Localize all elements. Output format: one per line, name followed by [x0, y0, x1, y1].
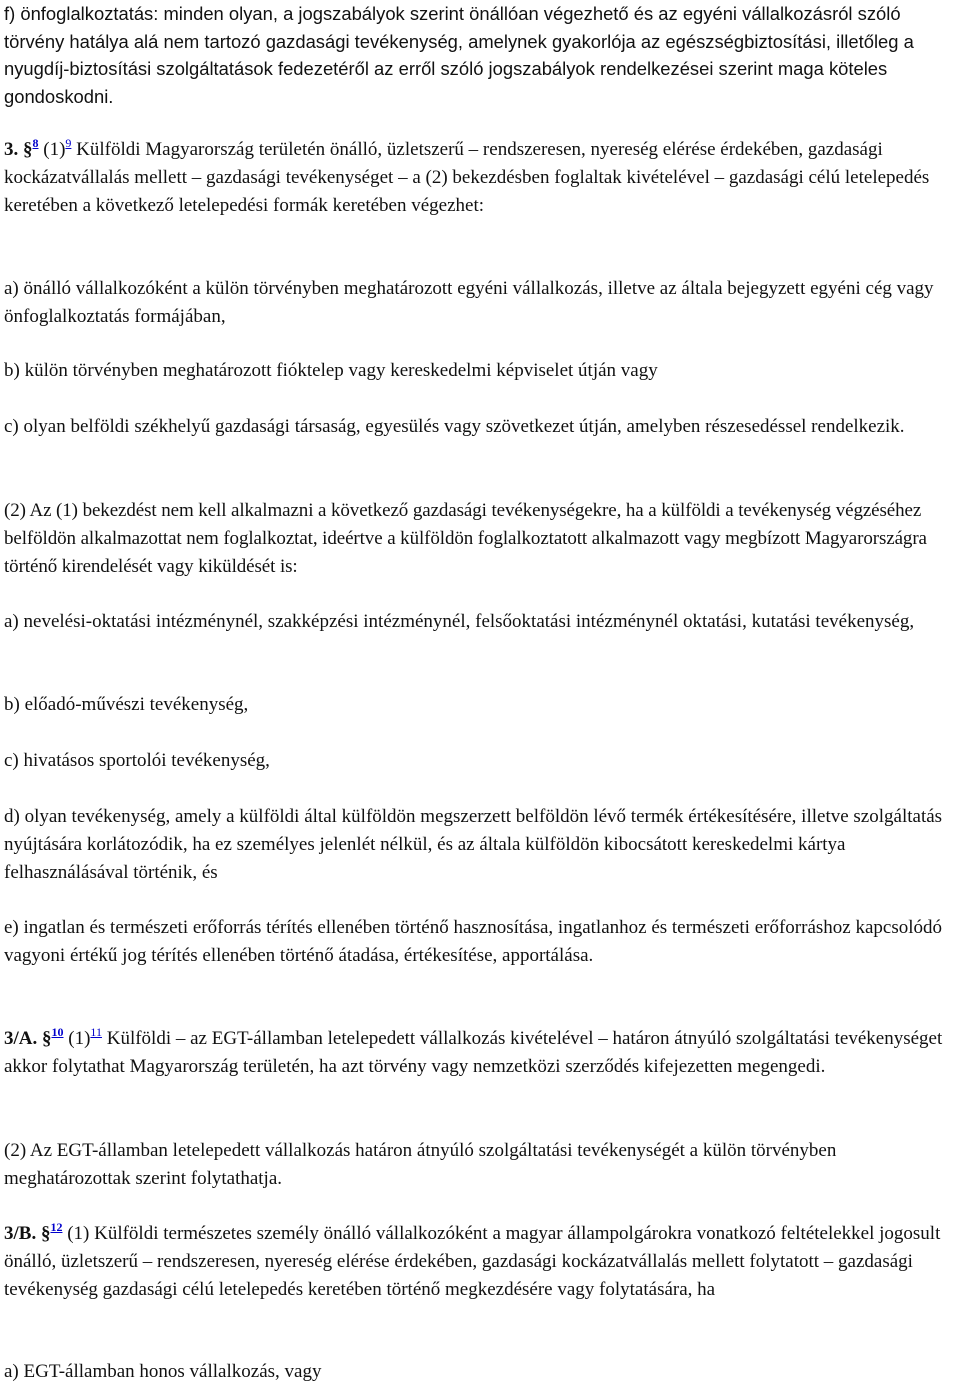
subsection-lead: (1): [43, 139, 66, 160]
section-text: Külföldi Magyarország területén önálló, üzletszerű – rendszeresen, nyereség elérése érdekében, gazdasági kockázatvállalás mellett – gazdasági tevékenységet – a (2) bekezdésben foglaltak kivételével – gazdasági célú letelepedés keretében a következő letelepedési formák keretében végezhet:: [4, 139, 930, 216]
section-3A-paragraph-2: (2) Az EGT-államban letelepedett vállalkozás határon átnyúló szolgáltatási tevékenységét a külön törvényben meghatározottak szerint folytathatja.: [4, 1140, 837, 1189]
footnote-link[interactable]: 9: [65, 136, 72, 150]
section-sign: §: [42, 1028, 52, 1049]
section-3-paragraph-2: (2) Az (1) bekezdést nem kell alkalmazni a következő gazdasági tevékenységekre, ha a külföldi a tevékenység végzéséhez belföldön alkalmazottat nem foglalkoztat, ideértve a külföldön foglalkoztatott alkalmazott vagy megbízott Magyarországra történő kirendelését vagy kiküldését is:: [4, 500, 927, 577]
section-3-2-point-a: a) nevelési-oktatási intézménynél, szakképzési intézménynél, felsőoktatási intézménynél oktatási, kutatási tevékenység,: [4, 611, 915, 632]
footnote-link[interactable]: 11: [90, 1025, 102, 1039]
section-text: (1) Külföldi természetes személy önálló vállalkozóként a magyar állampolgárokra vonatkozó feltételekkel jogosult önálló, üzletszerű – rendszeresen, nyereség elérése érdekében, gazdasági kockázatvállalás mellett folytatott – gazdasági tevékenység gazdasági célú letelepedés keretében történő megkezdésére vagy folytatására, ha: [4, 1223, 941, 1300]
subsection-lead: (1): [68, 1028, 91, 1049]
section-3-2-point-d: d) olyan tevékenység, amely a külföldi által külföldön megszerzett belföldön lévő termék értékesítésére, illetve szolgáltatás nyújtására korlátozódik, ha ez személyes jelenlét nélkül, és az általa külföldön kibocsátott kereskedelmi kártya felhasználásával történik, és: [4, 806, 943, 883]
section-text: Külföldi – az EGT-államban letelepedett vállalkozás kivételével – határon átnyúló szolgáltatási tevékenységet akkor folytathat Magyarország területén, ha azt törvény vagy nemzetközi szerződés kifejezetten megengedi.: [4, 1028, 943, 1077]
section-3-2-point-b: b) előadó-művészi tevékenység,: [4, 694, 249, 715]
section-number: 3.: [4, 139, 19, 160]
section-sign: §: [40, 1223, 51, 1244]
section-3A-paragraph-1: [4, 1025, 958, 1081]
section-number: 3/B.: [4, 1223, 37, 1244]
section-sign: §: [23, 139, 33, 160]
section-3-paragraph-1: [4, 136, 958, 219]
section-3B-paragraph-1: [4, 1220, 958, 1303]
footnote-link[interactable]: 8: [32, 136, 39, 150]
section-3-point-c: c) olyan belföldi székhelyű gazdasági társaság, egyesülés vagy szövetkezet útján, amelyben részesedéssel rendelkezik.: [4, 416, 905, 437]
section-number: 3/A.: [4, 1028, 38, 1049]
section-3-point-b: b) külön törvényben meghatározott fióktelep vagy kereskedelmi képviselet útján vagy: [4, 360, 658, 381]
paragraph-f: f) önfoglalkoztatás: minden olyan, a jogszabályok szerint önállóan végezhető és az egyéni vállalkozásról szóló törvény hatálya alá nem tartozó gazdasági tevékenység, amelynek gyakorlója az egészségbiztosítási, illetőleg a nyugdíj-biztosítási szolgáltatások fedezetéről az erről szóló jogszabályok rendelkezései szerint maga köteles gondoskodni.: [4, 3, 914, 107]
section-3B-point-a: a) EGT-államban honos vállalkozás, vagy: [4, 1361, 322, 1382]
section-3-2-point-e: e) ingatlan és természeti erőforrás térítés ellenében történő hasznosítása, ingatlanhoz és természeti erőforráshoz kapcsolódó vagyoni értékű jog térítés ellenében történő átadása, értékesítése, apportálása.: [4, 917, 943, 966]
footnote-link[interactable]: 10: [51, 1025, 64, 1039]
section-3-point-a: a) önálló vállalkozóként a külön törvényben meghatározott egyéni vállalkozás, illetve az általa bejegyzett egyéni cég vagy önfoglalkoztatás formájában,: [4, 278, 934, 327]
section-3-2-point-c: c) hivatásos sportolói tevékenység,: [4, 750, 270, 771]
footnote-link[interactable]: 12: [50, 1220, 63, 1234]
